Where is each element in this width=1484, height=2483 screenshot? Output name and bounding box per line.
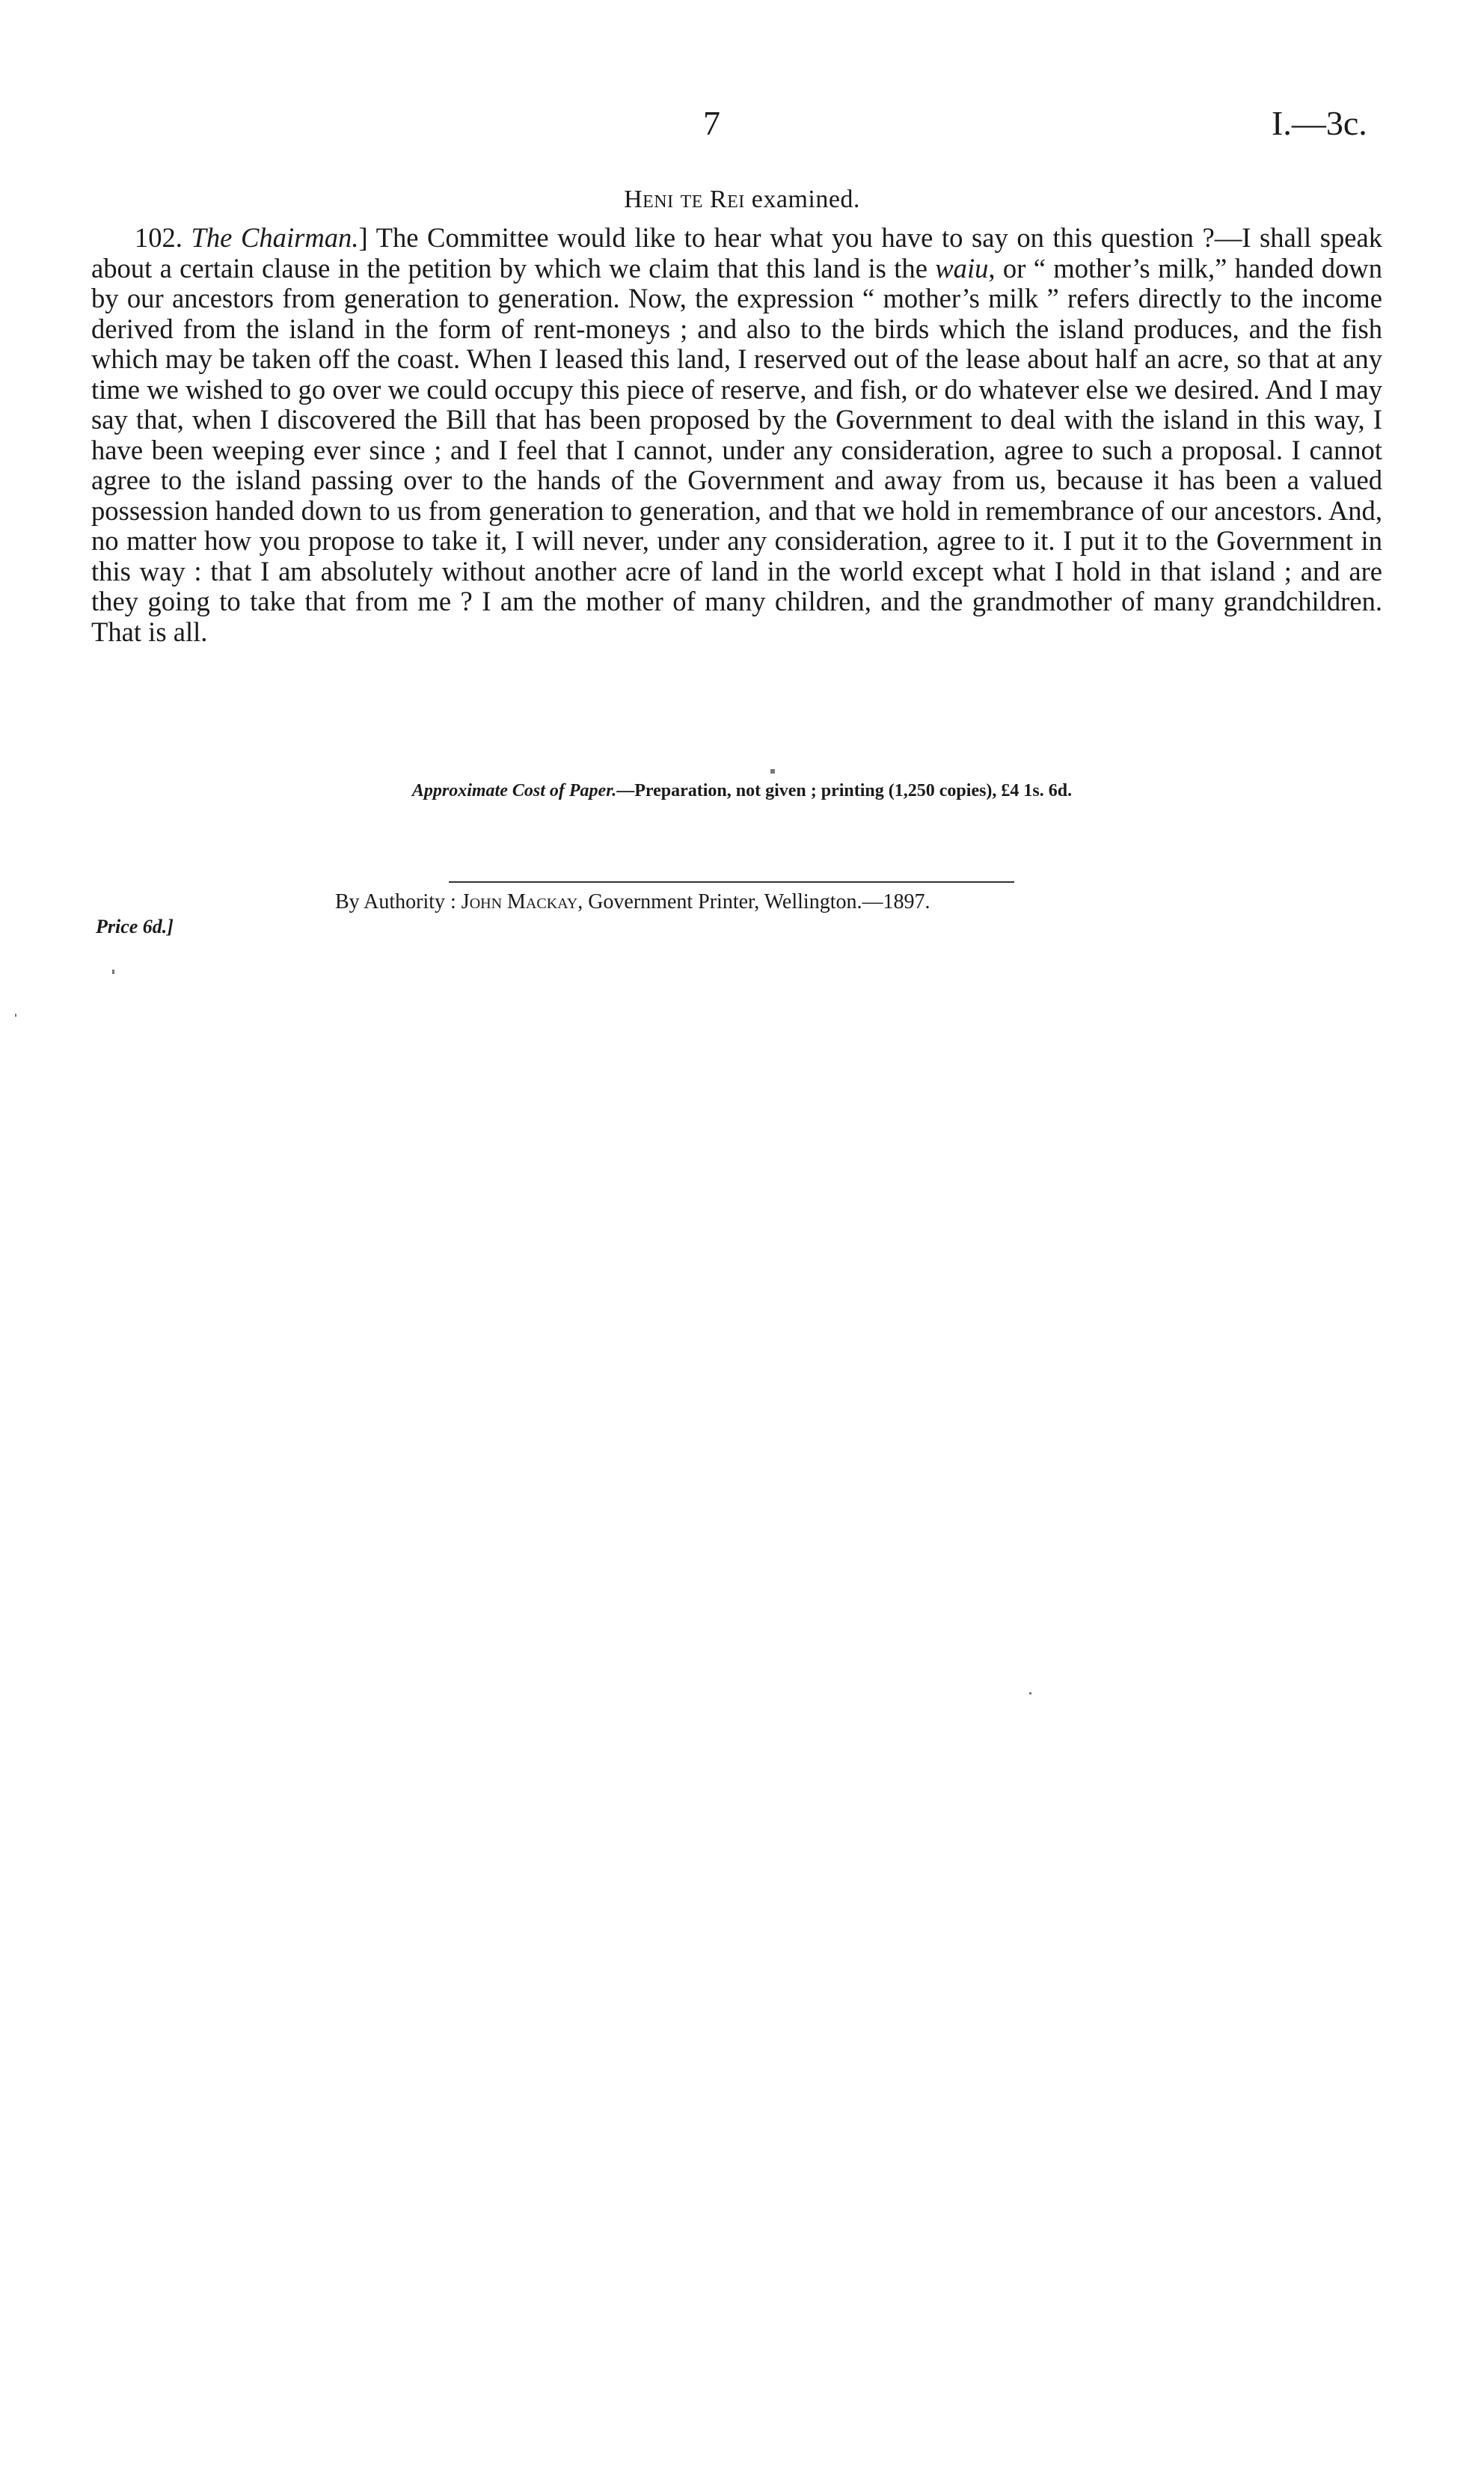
cost-text: —Preparation, not given ; printing (1,250 copies), £4 1s. 6d.	[616, 781, 1073, 800]
testimony-paragraph	[91, 223, 1382, 647]
authority-suffix: , Government Printer, Wellington.—1897.	[577, 890, 930, 913]
question-text: ] The Committee would like to hear what you have to say on this question ?	[358, 222, 1215, 253]
document-reference: I.—3c.	[1272, 104, 1367, 142]
answer-italic-term: waiu	[935, 252, 989, 284]
scan-speck	[112, 970, 114, 974]
footer-divider	[449, 881, 1014, 883]
heading-suffix: examined.	[751, 186, 860, 213]
scan-speck	[15, 1014, 16, 1017]
section-heading	[0, 186, 1484, 214]
answer-text-2: , or “ mother’s milk,” handed down by our ancestors from generation to generation. Now, the expression “ mother’s milk ” refers directly to the income derived from the island in the form of rent-moneys ; and also to the birds which the island produces, and the fish which may be taken off the coast. When I leased this land, I reserved out of the lease about half an acre, so that at any time we wished to go over we could occupy this piece of reserve, and fish, or do whatever else we desired. And I may say that, when I discovered the Bill that has been proposed by the Government to deal with the island in this way, I have been weeping ever since ; and I feel that I cannot, under any consideration, agree to such a proposal. I cannot agree to the island passing over to the hands of the Government and away from us, because it has been a valued possession handed down to us from generation to generation, and that we hold in remembrance of our ancestors. And, no matter how you propose to take it, I will never, under any consideration, agree to it. I put it to the Government in this way : that I am absolutely without another acre of land in the world except what I hold in that island ; and are they going to take that from me ? I am the mother of many children, and the grandmother of many grandchildren. That is all.	[91, 252, 1382, 647]
cost-label: Approximate Cost of Paper.	[411, 781, 617, 800]
scan-speck	[770, 769, 775, 774]
authority-line	[335, 890, 930, 914]
printer-name: John Mackay	[461, 890, 578, 913]
answer-text-1: —I shall speak about a certain clause in the petition by which we claim that this land is the	[91, 222, 1382, 284]
question-number: 102.	[134, 222, 183, 253]
speaker-name: The Chairman.	[191, 222, 359, 253]
page-number: 7	[703, 104, 720, 142]
scan-speck	[1029, 1692, 1031, 1694]
authority-prefix: By Authority :	[335, 890, 456, 913]
price-note: Price 6d.]	[96, 916, 174, 937]
cost-line	[0, 781, 1484, 801]
witness-name: Heni te Rei	[624, 186, 745, 213]
